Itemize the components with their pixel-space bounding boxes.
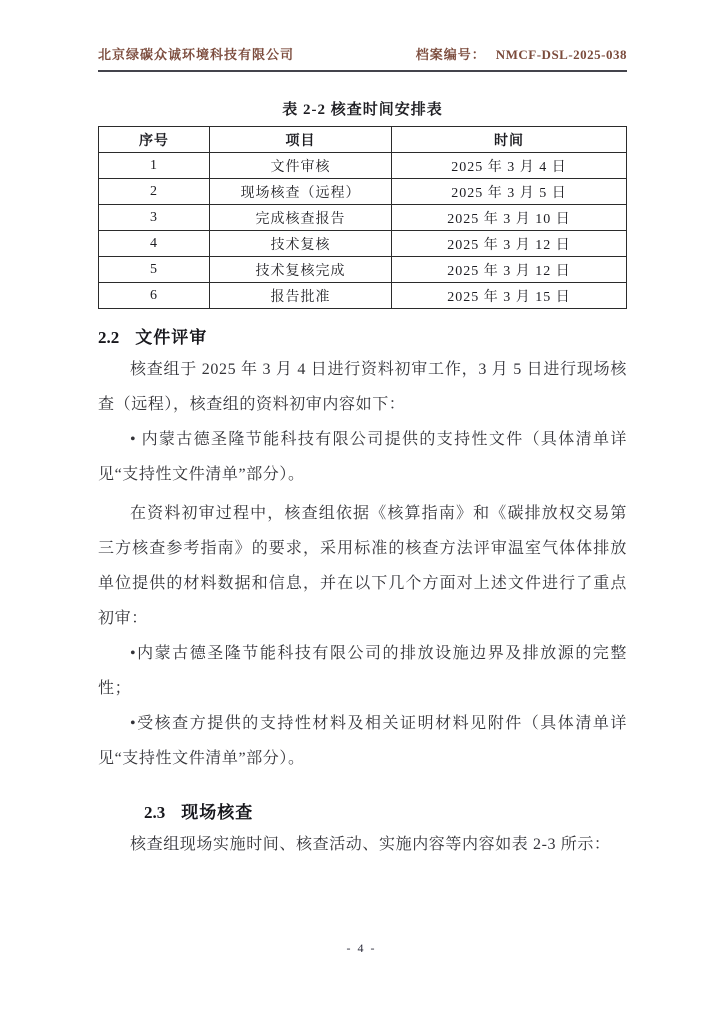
table-header-row <box>99 127 627 153</box>
section-heading-2-2 <box>98 323 627 348</box>
section-number: 2.2 <box>98 328 120 347</box>
column-header-item: 项目 <box>209 127 391 153</box>
cell-item: 技术复核完成 <box>209 257 391 283</box>
cell-time: 2025 年 3 月 12 日 <box>392 257 627 283</box>
section-heading-2-3 <box>144 798 627 823</box>
cell-time: 2025 年 3 月 10 日 <box>392 205 627 231</box>
section-title: 文件评审 <box>135 328 208 347</box>
cell-time: 2025 年 3 月 5 日 <box>392 179 627 205</box>
table-row <box>99 283 627 309</box>
column-header-index: 序号 <box>99 127 210 153</box>
page-header <box>98 44 627 72</box>
cell-item: 报告批准 <box>209 283 391 309</box>
column-header-time: 时间 <box>392 127 627 153</box>
section-title: 现场核查 <box>181 803 254 822</box>
cell-index: 2 <box>99 179 210 205</box>
archive-number: NMCF-DSL-2025-038 <box>495 47 627 62</box>
table-row <box>99 257 627 283</box>
page-body <box>98 96 627 862</box>
cell-index: 3 <box>99 205 210 231</box>
table-row <box>99 231 627 257</box>
table-row <box>99 205 627 231</box>
page-number: - 4 - <box>346 941 377 955</box>
cell-item: 完成核查报告 <box>209 205 391 231</box>
bullet-supporting-documents: • 内蒙古德圣隆节能科技有限公司提供的支持性文件（具体清单详见“支持性文件清单”部分）。 <box>98 431 627 483</box>
archive-number-label: 档案编号： <box>415 47 486 62</box>
bullet-emission-boundary: •内蒙古德圣隆节能科技有限公司的排放设施边界及排放源的完整性； <box>98 645 627 697</box>
verification-schedule-table <box>98 126 627 309</box>
table-row <box>99 153 627 179</box>
cell-index: 6 <box>99 283 210 309</box>
cell-time: 2025 年 3 月 15 日 <box>392 283 627 309</box>
cell-index: 1 <box>99 153 210 179</box>
cell-time: 2025 年 3 月 12 日 <box>392 231 627 257</box>
cell-item: 技术复核 <box>209 231 391 257</box>
cell-index: 5 <box>99 257 210 283</box>
archive-number-group <box>416 44 627 63</box>
table-row <box>99 179 627 205</box>
cell-item: 现场核查（远程） <box>209 179 391 205</box>
paragraph-site-verification-intro: 核查组现场实施时间、核查活动、实施内容等内容如表 2-3 所示： <box>130 836 611 853</box>
cell-time: 2025 年 3 月 4 日 <box>392 153 627 179</box>
section-number: 2.3 <box>144 803 166 822</box>
paragraph-review-method: 在资料初审过程中，核查组依据《核算指南》和《碳排放权交易第三方核查参考指南》的要求，采用标准的核查方法评审温室气体体排放单位提供的材料数据和信息，并在以下几个方面对上述文件进行了重点初审： <box>98 505 627 627</box>
cell-item: 文件审核 <box>209 153 391 179</box>
paragraph-document-review-intro: 核查组于 2025 年 3 月 4 日进行资料初审工作，3 月 5 日进行现场核查（远程），核查组的资料初审内容如下： <box>98 361 627 413</box>
company-name: 北京绿碳众诚环境科技有限公司 <box>98 47 295 62</box>
bullet-supporting-materials: •受核查方提供的支持性材料及相关证明材料见附件（具体清单详见“支持性文件清单”部分）。 <box>98 715 627 767</box>
cell-index: 4 <box>99 231 210 257</box>
table-caption: 表 2-2 核查时间安排表 <box>282 102 443 118</box>
